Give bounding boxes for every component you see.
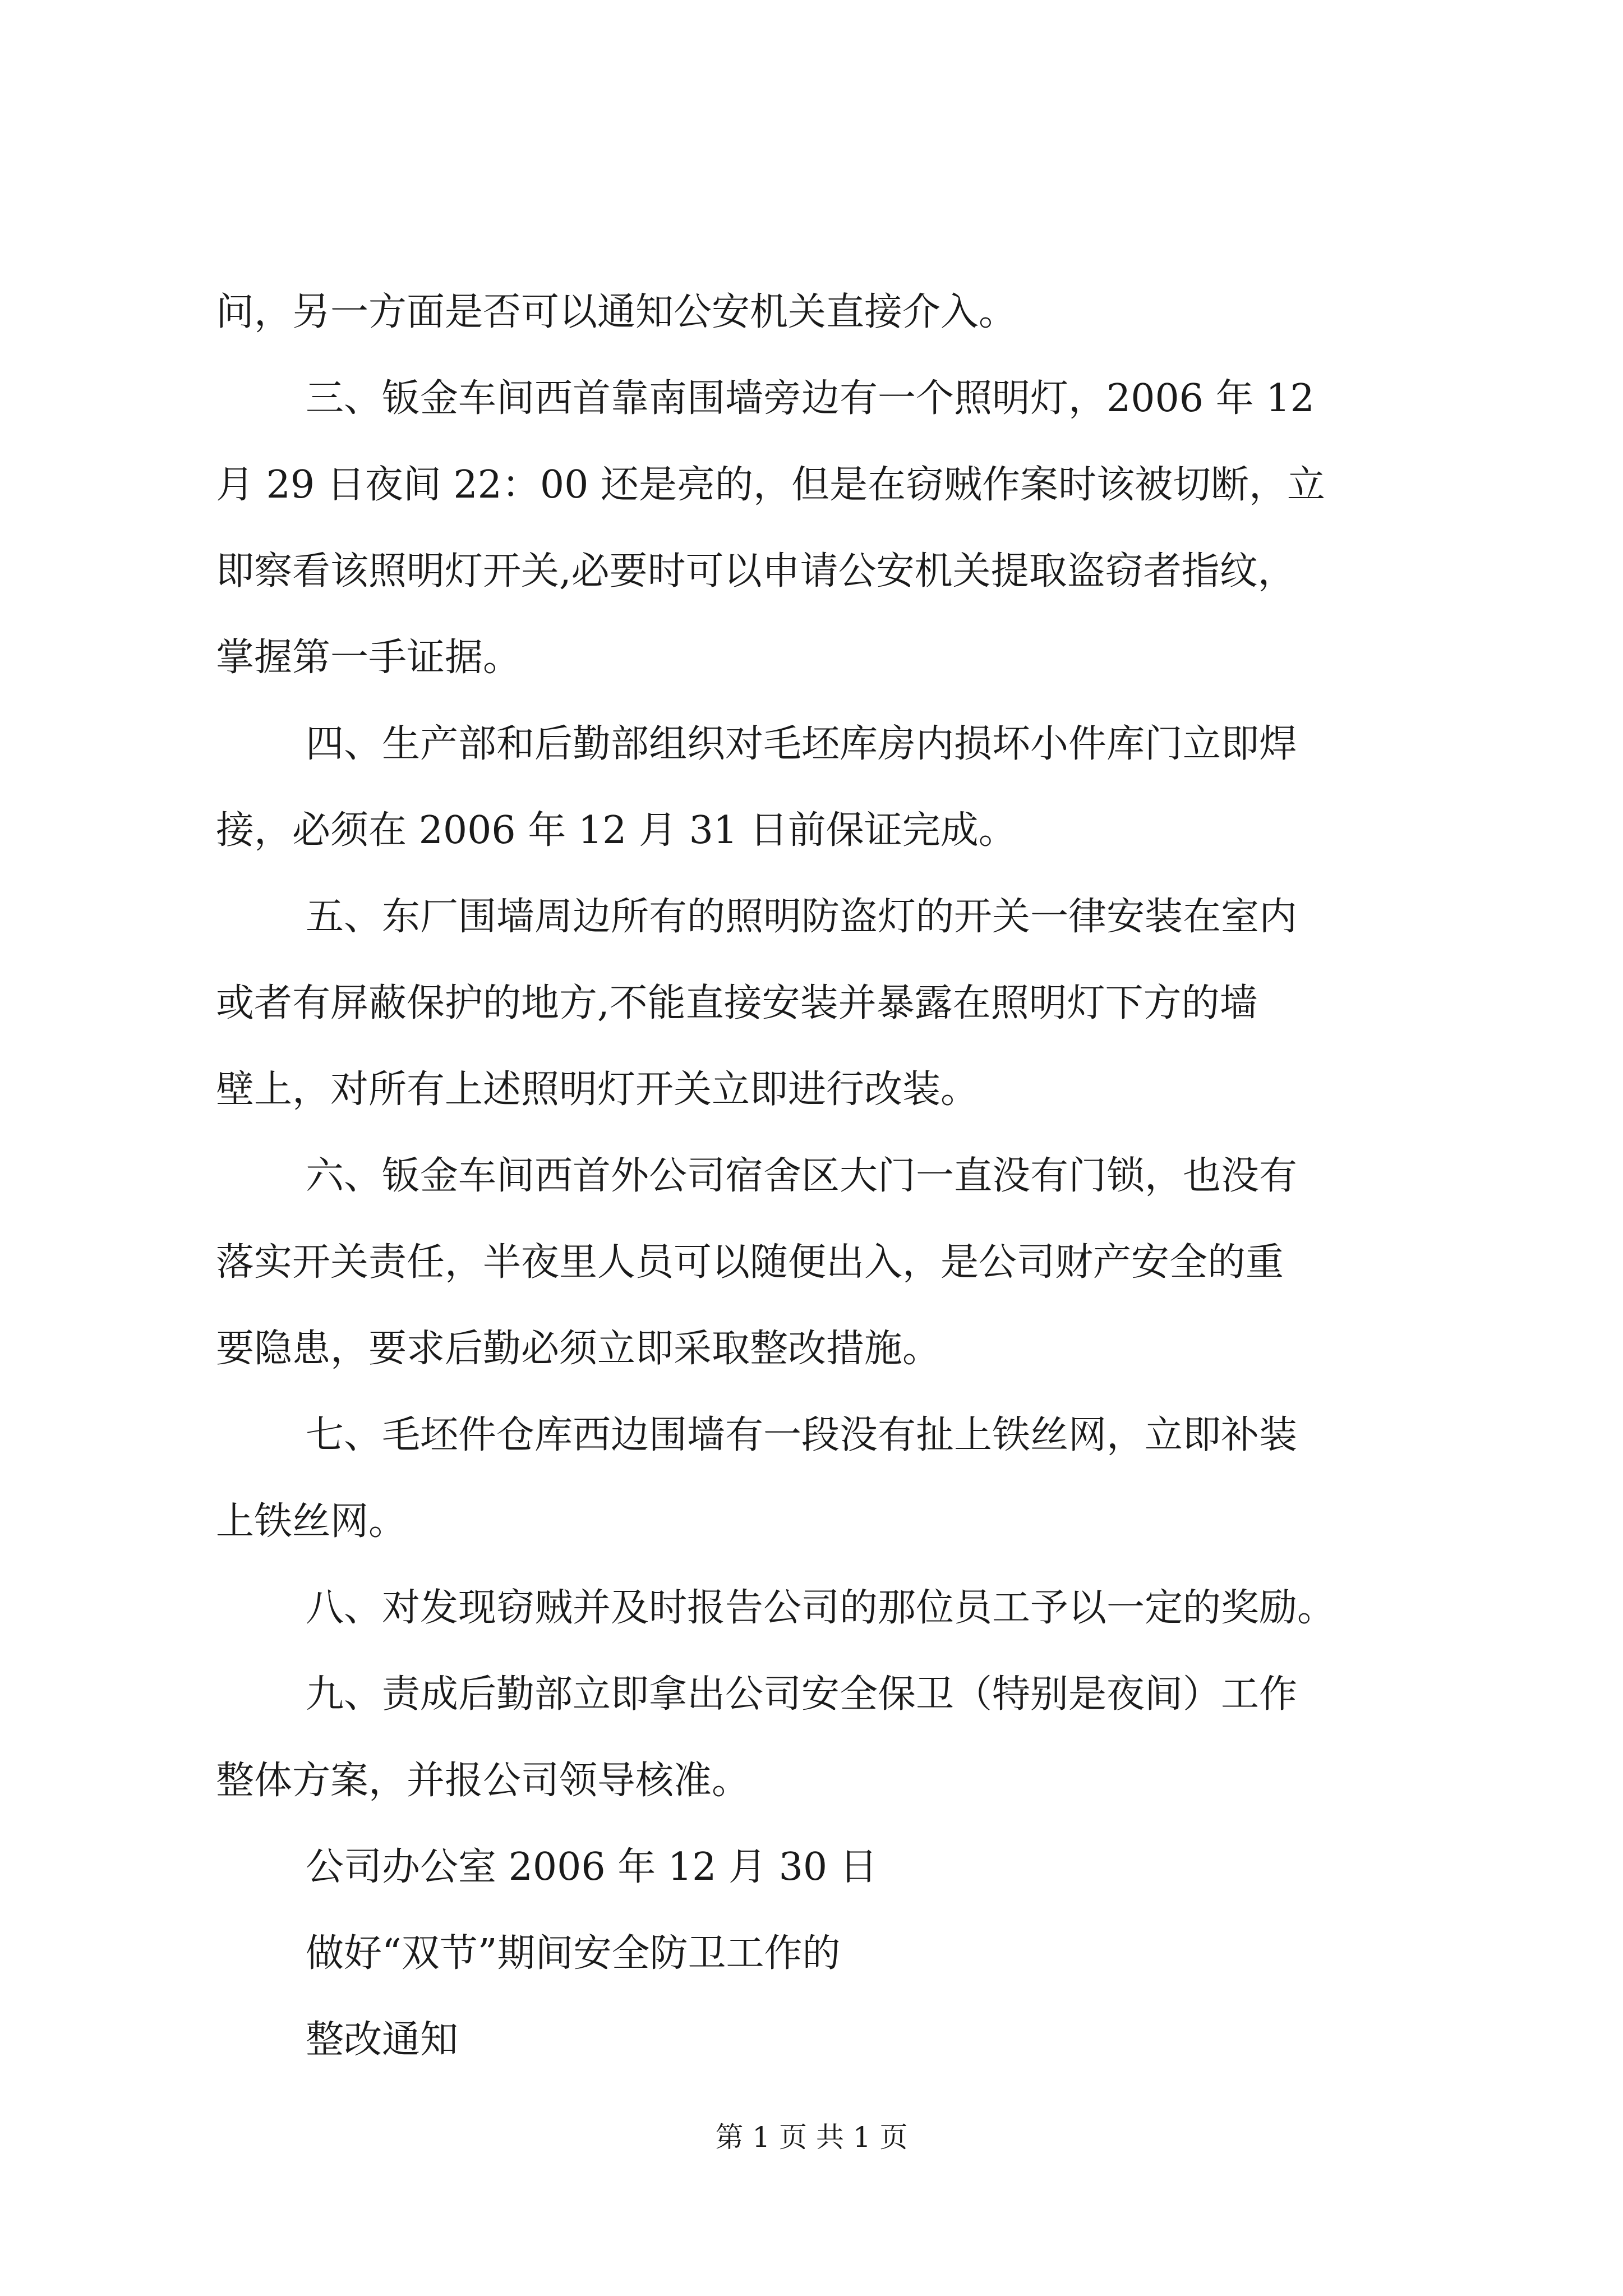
text-line: 要隐患，要求后勤必须立即采取整改措施。 [216,1327,941,1371]
text-line: 上铁丝网。 [216,1499,407,1544]
text-line: 七、毛坯件仓库西边围墙有一段没有扯上铁丝网，立即补装 [306,1413,1298,1457]
text-line: 四、生产部和后勤部组织对毛坯库房内损坏小件库门立即焊 [306,722,1298,766]
text-line: 整体方案，并报公司领导核准。 [216,1759,750,1803]
page-number-footer: 第 1 页 共 1 页 [715,2121,908,2154]
text-line: 接，必须在 2006 年 12 月 31 日前保证完成。 [216,808,1017,853]
text-line: 或者有屏蔽保护的地方,不能直接安装并暴露在照明灯下方的墙 [216,981,1258,1025]
signature-line: 公司办公室 2006 年 12 月 30 日 [306,1845,878,1889]
text-line: 问，另一方面是否可以通知公安机关直接介入。 [216,290,1017,334]
text-line: 八、对发现窃贼并及时报告公司的那位员工予以一定的奖励。 [306,1586,1336,1630]
text-line: 五、东厂围墙周边所有的照明防盗灯的开关一律安装在室内 [306,895,1298,939]
document-body [216,269,1427,2083]
text-line: 即察看该照明灯开关,必要时可以申请公安机关提取盗窃者指纹， [216,549,1296,593]
text-line: 九、责成后勤部立即拿出公司安全保卫（特别是夜间）工作 [306,1672,1298,1717]
title-line: 做好“双节”期间安全防卫工作的 [306,1931,841,1976]
text-line: 掌握第一手证据。 [216,636,522,680]
text-line: 壁上，对所有上述照明灯开关立即进行改装。 [216,1068,979,1112]
title-line: 整改通知 [306,2018,459,2062]
text-line: 六、钣金车间西首外公司宿舍区大门一直没有门锁，也没有 [306,1154,1298,1198]
text-line: 落实开关责任，半夜里人员可以随便出入，是公司财产安全的重 [216,1240,1284,1285]
text-line: 月 29 日夜间 22：00 还是亮的，但是在窃贼作案时该被切断，立 [216,463,1326,507]
text-line: 三、钣金车间西首靠南围墙旁边有一个照明灯，2006 年 12 [306,376,1315,421]
